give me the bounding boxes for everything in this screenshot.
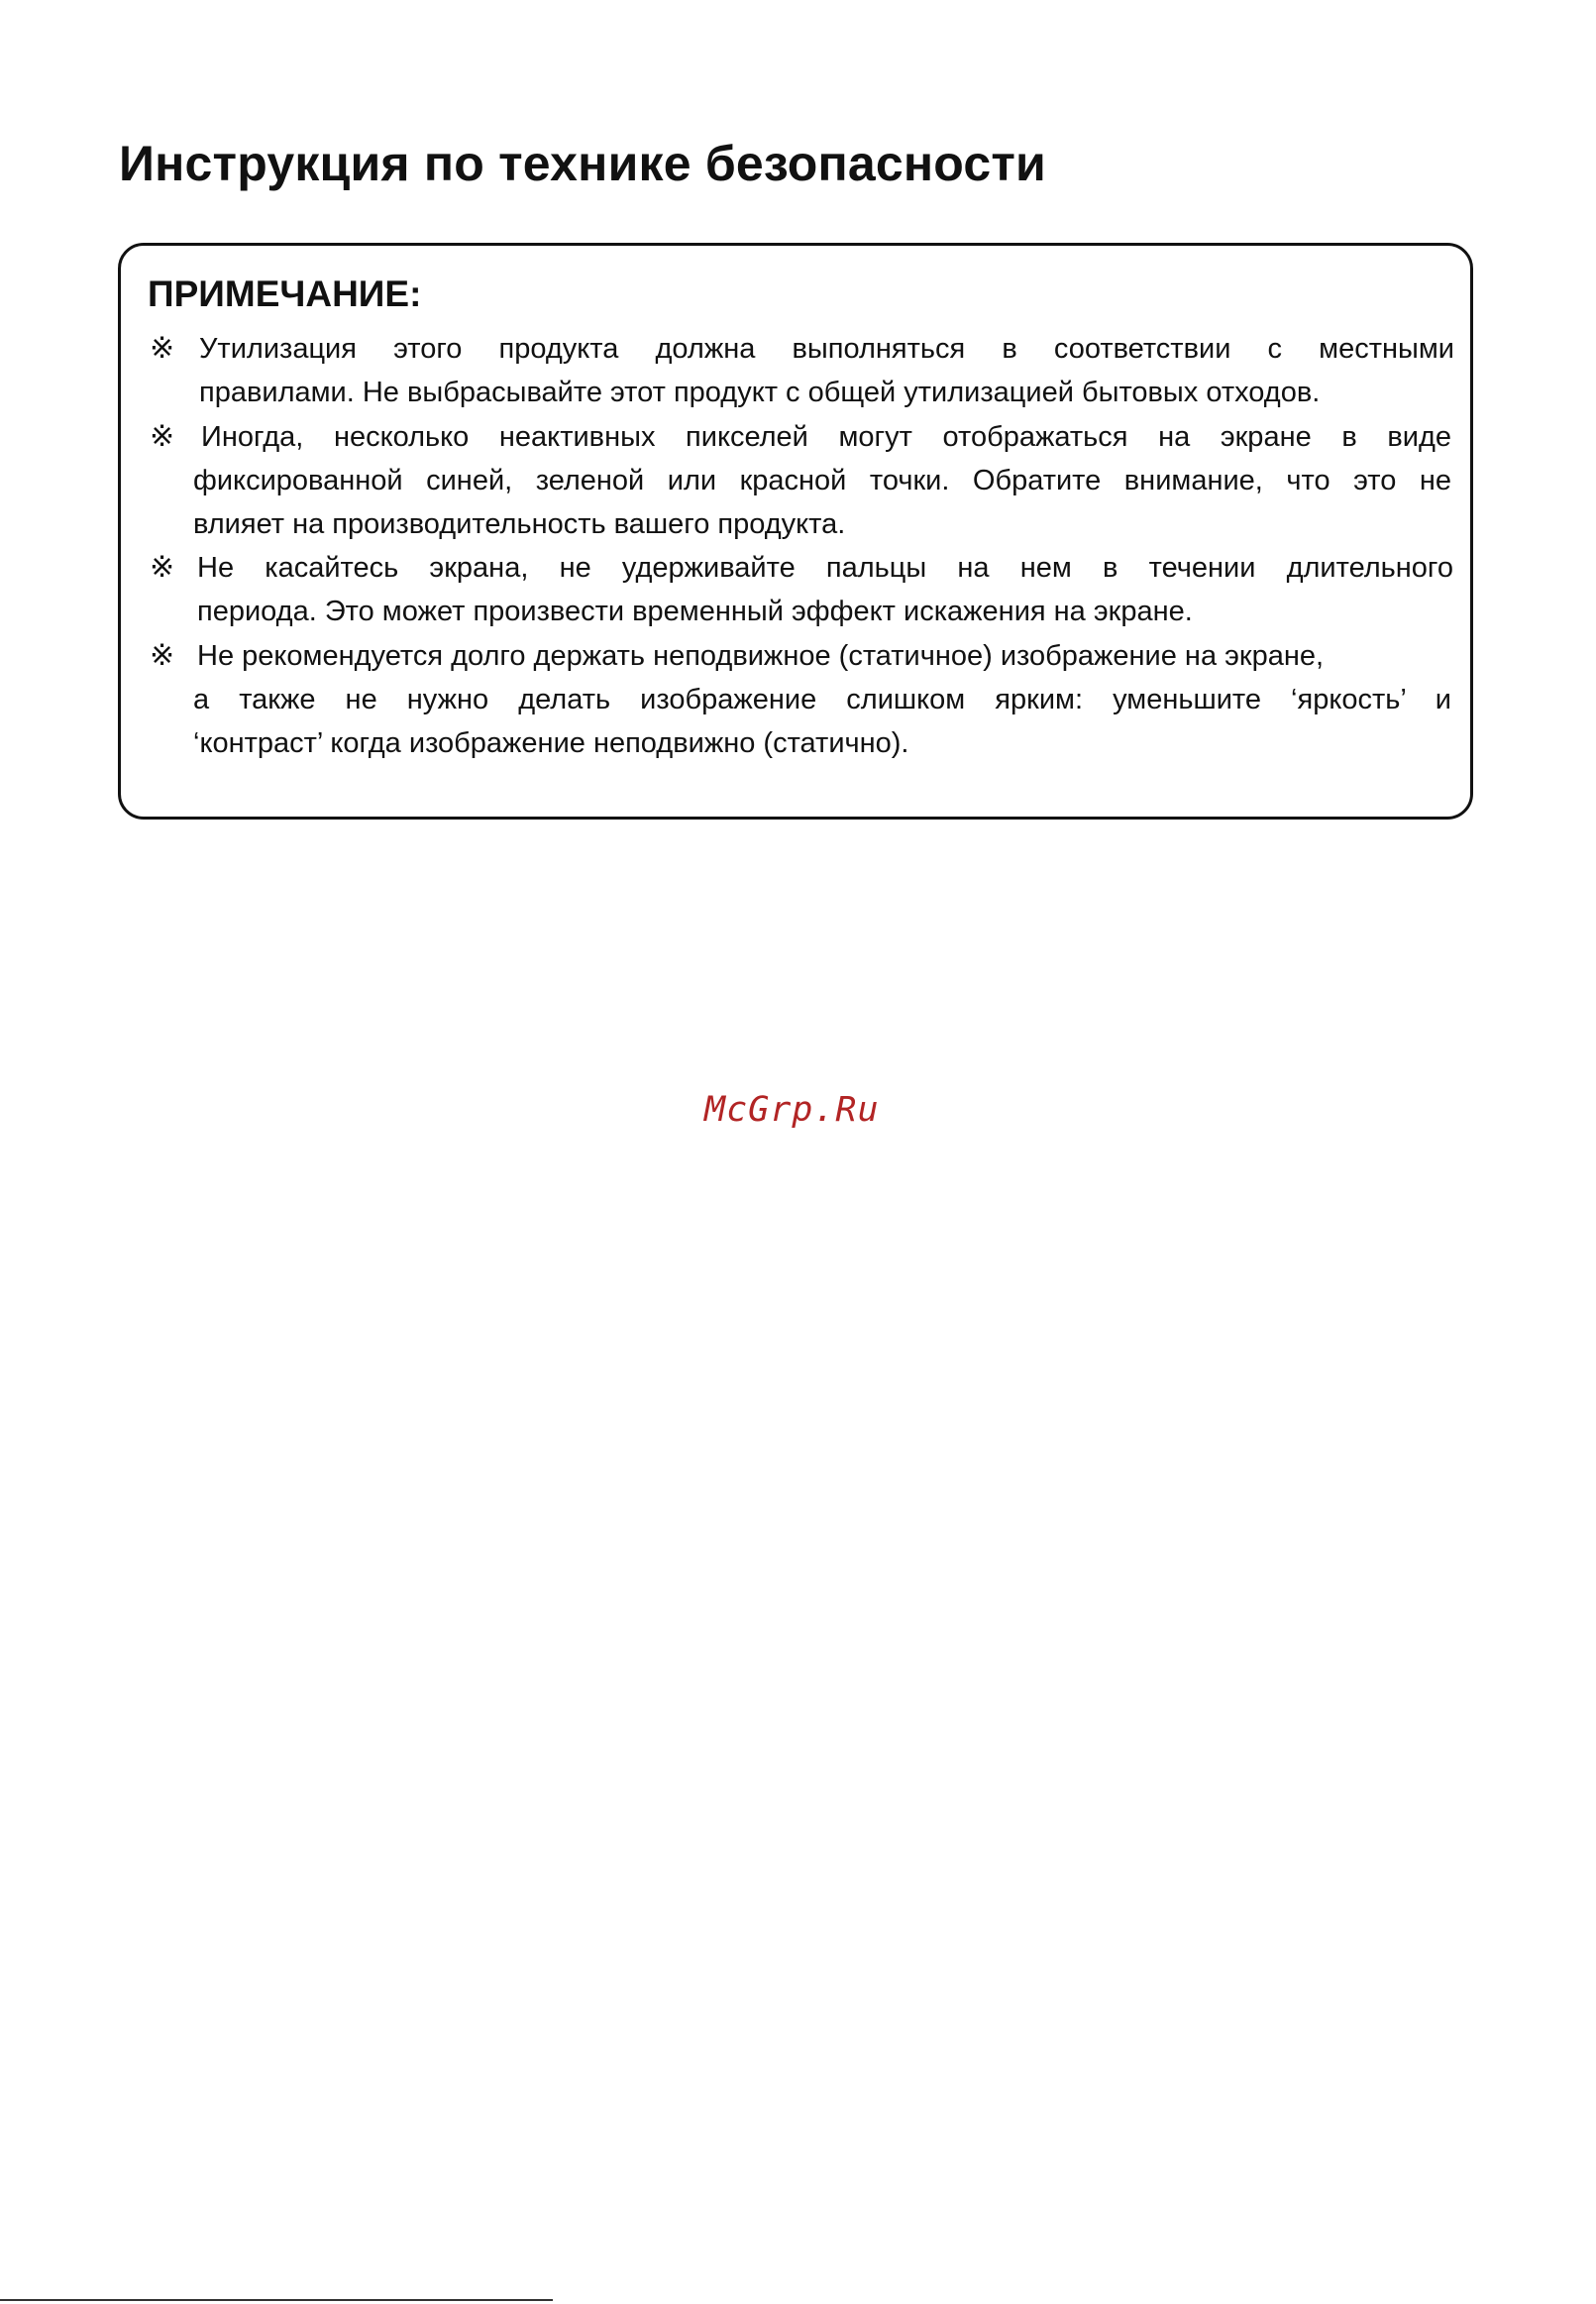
note-item-3-line-1: Не касайтесь экрана, не удерживайте пальцы на нем в течении длительного: [197, 552, 1453, 584]
note-item-1-line-2: правилами. Не выбрасывайте этот продукт с общей утилизацией бытовых отходов.: [199, 377, 1321, 408]
reference-mark-icon: ※: [150, 551, 175, 584]
reference-mark-icon: ※: [150, 420, 175, 453]
note-item-4-line-2: а также не нужно делать изображение слишком ярким: уменьшите ‘яркость’ и: [193, 684, 1451, 715]
reference-mark-icon: ※: [150, 332, 175, 365]
note-item-3-line-2: периода. Это может произвести временный эффект искажения на экране.: [197, 596, 1193, 627]
note-heading: ПРИМЕЧАНИЕ:: [148, 274, 422, 314]
note-item-4-line-3: ‘контраст’ когда изображение неподвижно (статично).: [193, 727, 909, 759]
note-item-2-line-1: Иногда, несколько неактивных пикселей могут отображаться на экране в виде: [201, 421, 1451, 453]
note-item-4-line-1: Не рекомендуется долго держать неподвижное (статичное) изображение на экране,: [197, 640, 1325, 672]
note-item-2-line-3: влияет на производительность вашего продукта.: [193, 508, 846, 540]
reference-mark-icon: ※: [150, 639, 175, 672]
watermark: McGrp.Ru: [704, 1090, 880, 1130]
note-item-1-line-1: Утилизация этого продукта должна выполняться в соответствии с местными: [199, 333, 1454, 365]
page-title: Инструкция по технике безопасности: [119, 136, 1046, 191]
note-item-2-line-2: фиксированной синей, зеленой или красной точки. Обратите внимание, что это не: [193, 465, 1451, 496]
footer-rule: [0, 2299, 553, 2301]
